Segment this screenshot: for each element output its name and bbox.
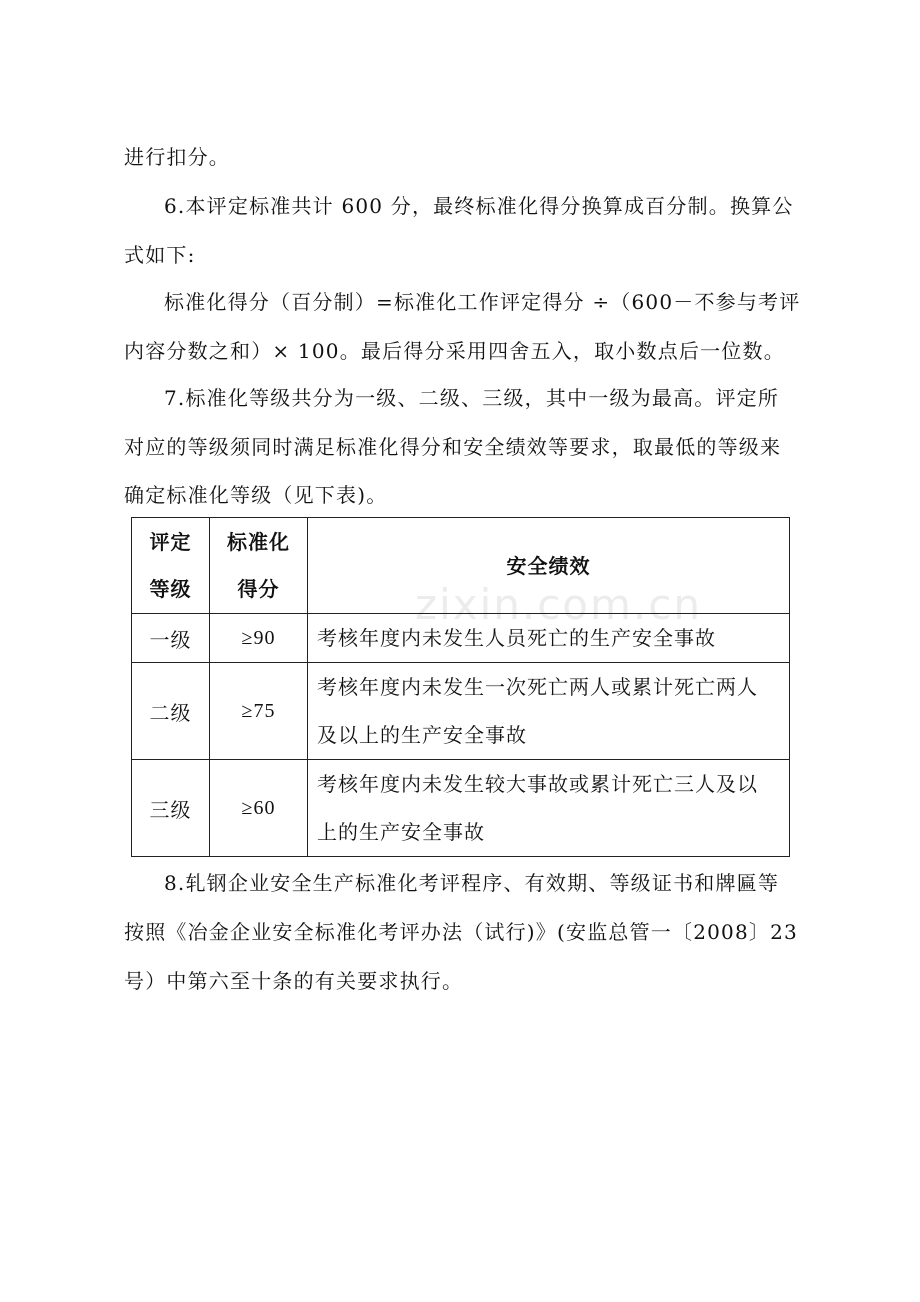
score-cell: ≥90 bbox=[210, 614, 308, 663]
header-grade-line2: 等级 bbox=[149, 576, 192, 601]
header-score bbox=[210, 518, 308, 614]
header-performance: 安全绩效 bbox=[308, 518, 790, 614]
formula-line: 内容分数之和）× 100。最后得分采用四舍五入，取小数点后一位数。 bbox=[124, 339, 785, 363]
table-row bbox=[132, 614, 790, 663]
performance-line: 考核年度内未发生一次死亡两人或累计死亡两人 bbox=[317, 675, 758, 699]
formula-line: 标准化得分（百分制）=标准化工作评定得分 ÷（600－不参与考评 bbox=[164, 290, 801, 314]
watermark: zixin.com.cn bbox=[415, 580, 702, 629]
performance-cell bbox=[308, 614, 790, 663]
paragraph-line: 号）中第六至十条的有关要求执行。 bbox=[124, 969, 464, 993]
performance-line: 及以上的生产安全事故 bbox=[317, 723, 527, 747]
score-cell: ≥60 bbox=[210, 760, 308, 857]
performance-line: 考核年度内未发生较大事故或累计死亡三人及以 bbox=[317, 772, 758, 796]
performance-line: 上的生产安全事故 bbox=[317, 820, 485, 844]
paragraph-line: 式如下: bbox=[124, 243, 196, 267]
grade-cell: 三级 bbox=[132, 760, 210, 857]
score-cell: ≥75 bbox=[210, 663, 308, 760]
paragraph-line: 8.轧钢企业安全生产标准化考评程序、有效期、等级证书和牌匾等 bbox=[164, 871, 780, 895]
header-score-line1: 标准化 bbox=[227, 529, 290, 554]
header-score-line2: 得分 bbox=[237, 576, 280, 601]
paragraph-line: 确定标准化等级（见下表)。 bbox=[124, 483, 388, 507]
grade-table bbox=[131, 517, 790, 857]
grade-cell: 二级 bbox=[132, 663, 210, 760]
performance-line: 考核年度内未发生人员死亡的生产安全事故 bbox=[317, 626, 716, 650]
grade-cell: 一级 bbox=[132, 614, 210, 663]
paragraph-line: 进行扣分。 bbox=[124, 145, 230, 169]
paragraph-line: 对应的等级须同时满足标准化得分和安全绩效等要求，取最低的等级来 bbox=[124, 435, 782, 459]
paragraph-line: 6.本评定标准共计 600 分，最终标准化得分换算成百分制。换算公 bbox=[164, 194, 794, 218]
performance-cell bbox=[308, 760, 790, 857]
header-grade bbox=[132, 518, 210, 614]
table-row bbox=[132, 663, 790, 760]
table-header-row bbox=[132, 518, 790, 614]
paragraph-line: 7.标准化等级共分为一级、二级、三级，其中一级为最高。评定所 bbox=[164, 386, 780, 410]
header-grade-line1: 评定 bbox=[149, 529, 192, 554]
paragraph-line: 按照《冶金企业安全标准化考评办法（试行)》(安监总管一〔2008〕23 bbox=[124, 920, 798, 944]
performance-cell bbox=[308, 663, 790, 760]
table-row bbox=[132, 760, 790, 857]
